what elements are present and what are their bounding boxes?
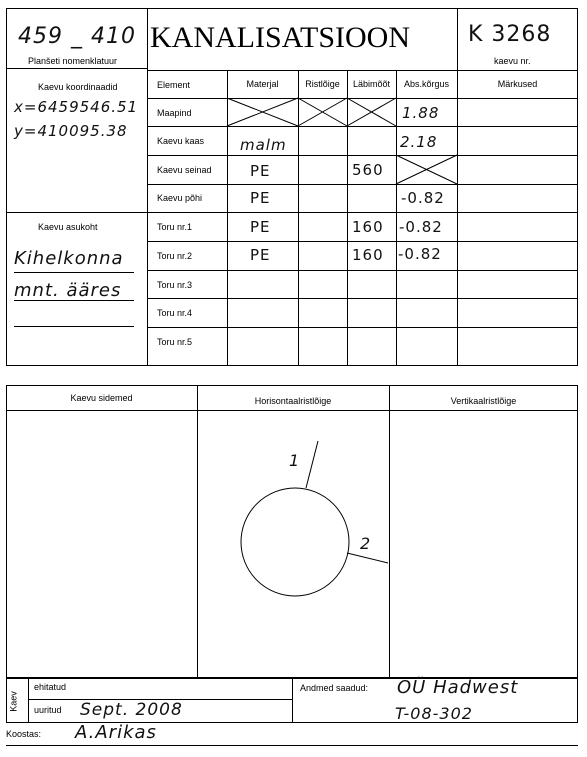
compiled-value: A.Arikas xyxy=(75,722,157,743)
data-from-line1: OÜ Hadwest xyxy=(397,677,519,698)
data-from-label: Andmed saadud: xyxy=(300,683,369,693)
value-material: PE xyxy=(250,246,271,264)
location-line1: Kihelkonna xyxy=(14,248,124,269)
pipe-2-line xyxy=(347,553,388,563)
value-material: malm xyxy=(240,136,287,154)
value-diameter: 560 xyxy=(352,161,384,179)
value-diameter: 160 xyxy=(352,246,384,264)
row-element-label: Kaevu kaas xyxy=(157,136,205,146)
row-element-label: Kaevu seinad xyxy=(157,165,212,175)
value-material: PE xyxy=(250,218,271,236)
value-abs-height: -0.82 xyxy=(398,245,442,263)
sketch-header-connections: Kaevu sidemed xyxy=(70,393,133,403)
pipe-1-line xyxy=(306,441,318,488)
pipe-2-label: 2 xyxy=(360,534,372,553)
value-diameter: 160 xyxy=(352,218,384,236)
kaev-label: Kaev xyxy=(8,691,19,712)
well-number-label: kaevu nr. xyxy=(494,56,531,66)
location-label: Kaevu asukoht xyxy=(38,222,98,232)
coordinates-label: Kaevu koordinaadid xyxy=(38,82,118,92)
sketch-header-vertical: Vertikaalristlõige xyxy=(450,396,517,406)
nomenclature-label: Planšeti nomenklatuur xyxy=(28,56,118,66)
header-diameter: Läbimõõt xyxy=(352,79,391,89)
well-number-value: K 3268 xyxy=(468,22,552,47)
location-line2: mnt. ääres xyxy=(14,280,122,301)
row-element-label: Kaevu põhi xyxy=(157,193,203,203)
pipe-1-label: 1 xyxy=(289,451,301,470)
divider xyxy=(292,678,293,723)
header-material: Materjal xyxy=(246,79,279,89)
surveyed-value: Sept. 2008 xyxy=(80,700,183,720)
form-title: KANALISATSIOON xyxy=(150,21,410,54)
data-from-line2: T-08-302 xyxy=(395,704,473,723)
header-cross-section: Ristlõige xyxy=(305,79,340,89)
row-element-label: Toru nr.4 xyxy=(157,308,193,318)
surveyed-label: uuritud xyxy=(34,705,62,715)
row-element-label: Maapind xyxy=(157,108,192,118)
row-element-label: Toru nr.5 xyxy=(157,337,193,347)
value-abs-height: 2.18 xyxy=(400,133,438,151)
row-element-label: Toru nr.2 xyxy=(157,251,193,261)
bottom-line xyxy=(6,745,578,746)
header-element: Element xyxy=(157,80,191,90)
value-abs-height: -0.82 xyxy=(399,218,443,236)
value-material: PE xyxy=(250,162,271,180)
divider xyxy=(28,678,29,723)
compiled-label: Koostas: xyxy=(6,729,42,739)
value-material: PE xyxy=(250,189,271,207)
value-abs-height: -0.82 xyxy=(401,189,445,207)
sketch-header-horizontal: Horisontaalristlõige xyxy=(254,396,332,406)
built-label: ehitatud xyxy=(34,682,67,692)
coordinate-y: y=410095.38 xyxy=(14,122,128,140)
well-circle xyxy=(241,488,349,596)
nomenclature-value: 459 _ 410 xyxy=(18,24,136,49)
row-element-label: Toru nr.3 xyxy=(157,280,193,290)
value-abs-height: 1.88 xyxy=(402,104,440,122)
header-notes: Märkused xyxy=(497,79,538,89)
coordinate-x: x=6459546.51 xyxy=(14,98,139,116)
row-element-label: Toru nr.1 xyxy=(157,222,193,232)
header-abs-height: Abs.kõrgus xyxy=(403,79,450,89)
